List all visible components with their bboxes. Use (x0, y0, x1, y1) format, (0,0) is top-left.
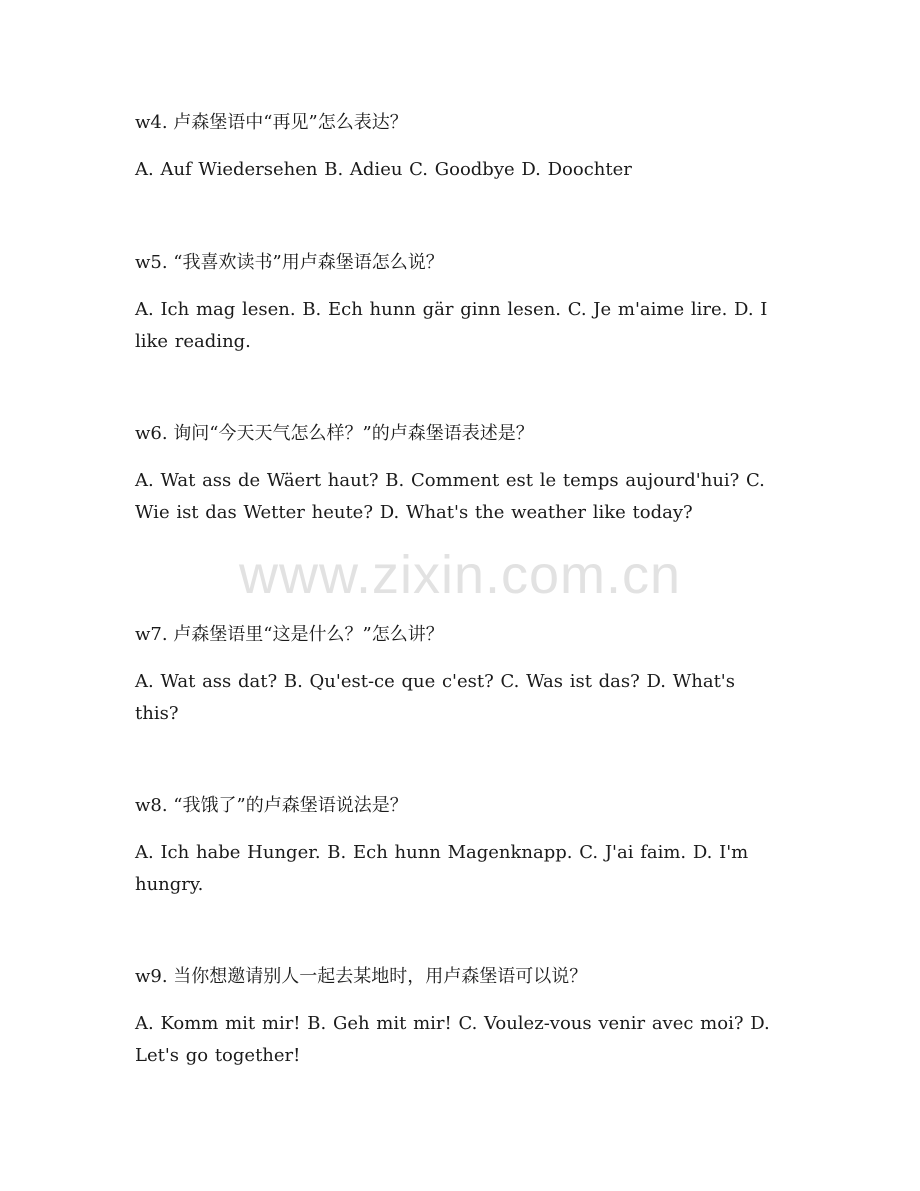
question-block-w4 (135, 107, 780, 186)
question-prompt: w8. “我饿了”的卢森堡语说法是？ (135, 795, 408, 816)
answer-options: A. Ich habe Hunger. B. Ech hunn Magenknapp. C. J'ai faim. D. I'm hungry. (135, 842, 749, 895)
question-block-w5 (135, 247, 780, 357)
watermark: www.zixin.com.cn (238, 545, 682, 605)
answer-options: A. Wat ass dat? B. Qu'est-ce que c'est? C. Was ist das? D. What's this? (135, 671, 735, 724)
question-prompt: w5. “我喜欢读书”用卢森堡语怎么说？ (135, 252, 444, 273)
question-block-w9 (135, 961, 780, 1071)
question-prompt: w7. 卢森堡语里“这是什么？”怎么讲？ (135, 624, 444, 645)
answer-options: A. Auf Wiedersehen B. Adieu C. Goodbye D. Doochter (135, 159, 632, 180)
question-prompt: w6. 询问“今天天气怎么样？”的卢森堡语表述是？ (135, 423, 534, 444)
question-prompt: w9. 当你想邀请别人一起去某地时，用卢森堡语可以说？ (135, 966, 588, 987)
question-prompt: w4. 卢森堡语中“再见”怎么表达？ (135, 112, 408, 133)
question-block-w7 (135, 619, 780, 729)
question-block-w8 (135, 790, 780, 900)
question-block-w6 (135, 418, 780, 528)
answer-options: A. Ich mag lesen. B. Ech hunn gär ginn lesen. C. Je m'aime lire. D. I like reading. (135, 299, 768, 352)
answer-options: A. Komm mit mir! B. Geh mit mir! C. Voulez-vous venir avec moi? D. Let's go together! (135, 1013, 770, 1066)
answer-options: A. Wat ass de Wäert haut? B. Comment est le temps aujourd'hui? C. Wie ist das Wetter heute? D. What's the weather like today? (135, 470, 765, 523)
